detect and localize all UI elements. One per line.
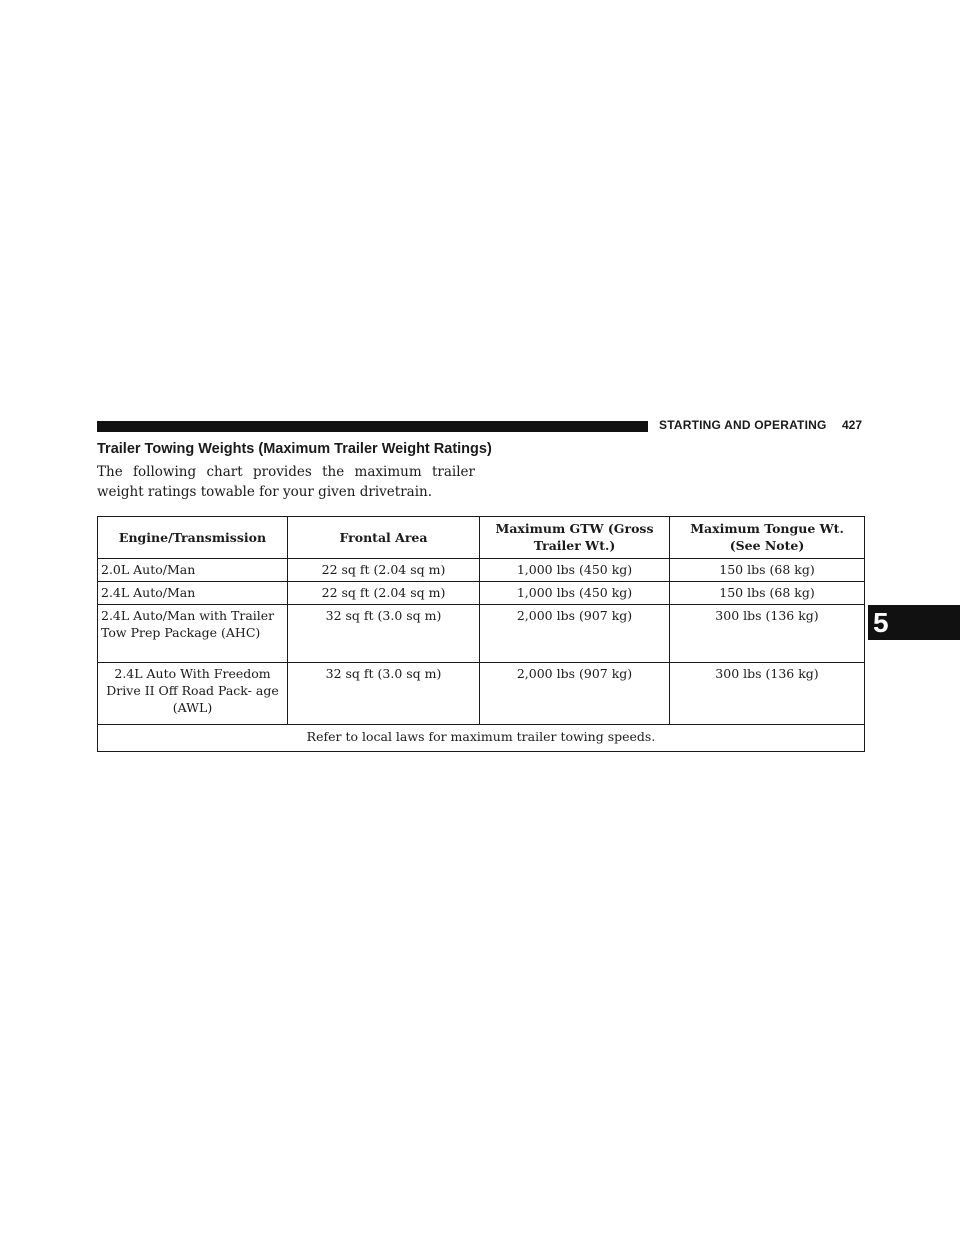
table-cell-max-gtw: 1,000 lbs (450 kg) [480, 559, 670, 582]
column-header-max-gtw: Maximum GTW (Gross Trailer Wt.) [480, 517, 670, 559]
column-header-engine: Engine/Transmission [98, 517, 288, 559]
table-row [98, 559, 865, 582]
table-footer-row [98, 725, 865, 752]
table-cell-engine: 2.4L Auto/Man [98, 582, 288, 605]
table-cell-frontal-area: 32 sq ft (3.0 sq m) [288, 605, 480, 663]
page-number: 427 [842, 418, 863, 432]
table-cell-frontal-area: 22 sq ft (2.04 sq m) [288, 559, 480, 582]
table-cell-frontal-area: 32 sq ft (3.0 sq m) [288, 663, 480, 725]
table-cell-max-tongue: 300 lbs (136 kg) [670, 663, 865, 725]
table-cell-max-tongue: 300 lbs (136 kg) [670, 605, 865, 663]
chapter-tab: 5 [868, 605, 960, 640]
column-header-frontal-area: Frontal Area [288, 517, 480, 559]
table-cell-engine: 2.4L Auto With Freedom Drive II Off Road Pack- age (AWL) [98, 663, 288, 725]
running-header-section: STARTING AND OPERATING [659, 418, 827, 432]
table-cell-engine: 2.0L Auto/Man [98, 559, 288, 582]
table-cell-engine: 2.4L Auto/Man with Trailer Tow Prep Package (AHC) [98, 605, 288, 663]
column-header-max-tongue: Maximum Tongue Wt. (See Note) [670, 517, 865, 559]
section-title: Trailer Towing Weights (Maximum Trailer Weight Ratings) [97, 441, 492, 457]
table-cell-max-gtw: 2,000 lbs (907 kg) [480, 605, 670, 663]
table-cell-max-tongue: 150 lbs (68 kg) [670, 559, 865, 582]
table-cell-max-gtw: 1,000 lbs (450 kg) [480, 582, 670, 605]
header-rule [97, 421, 648, 432]
table-row [98, 582, 865, 605]
table-cell-frontal-area: 22 sq ft (2.04 sq m) [288, 582, 480, 605]
table-cell-max-gtw: 2,000 lbs (907 kg) [480, 663, 670, 725]
table-row [98, 663, 865, 725]
table-footer-note: Refer to local laws for maximum trailer towing speeds. [98, 725, 865, 752]
table-header-row [98, 517, 865, 559]
table-row [98, 605, 865, 663]
table-cell-max-tongue: 150 lbs (68 kg) [670, 582, 865, 605]
intro-paragraph: The following chart provides the maximum trailer weight ratings towable for your given drivetrain. [97, 464, 475, 500]
trailer-weights-table [97, 516, 865, 752]
